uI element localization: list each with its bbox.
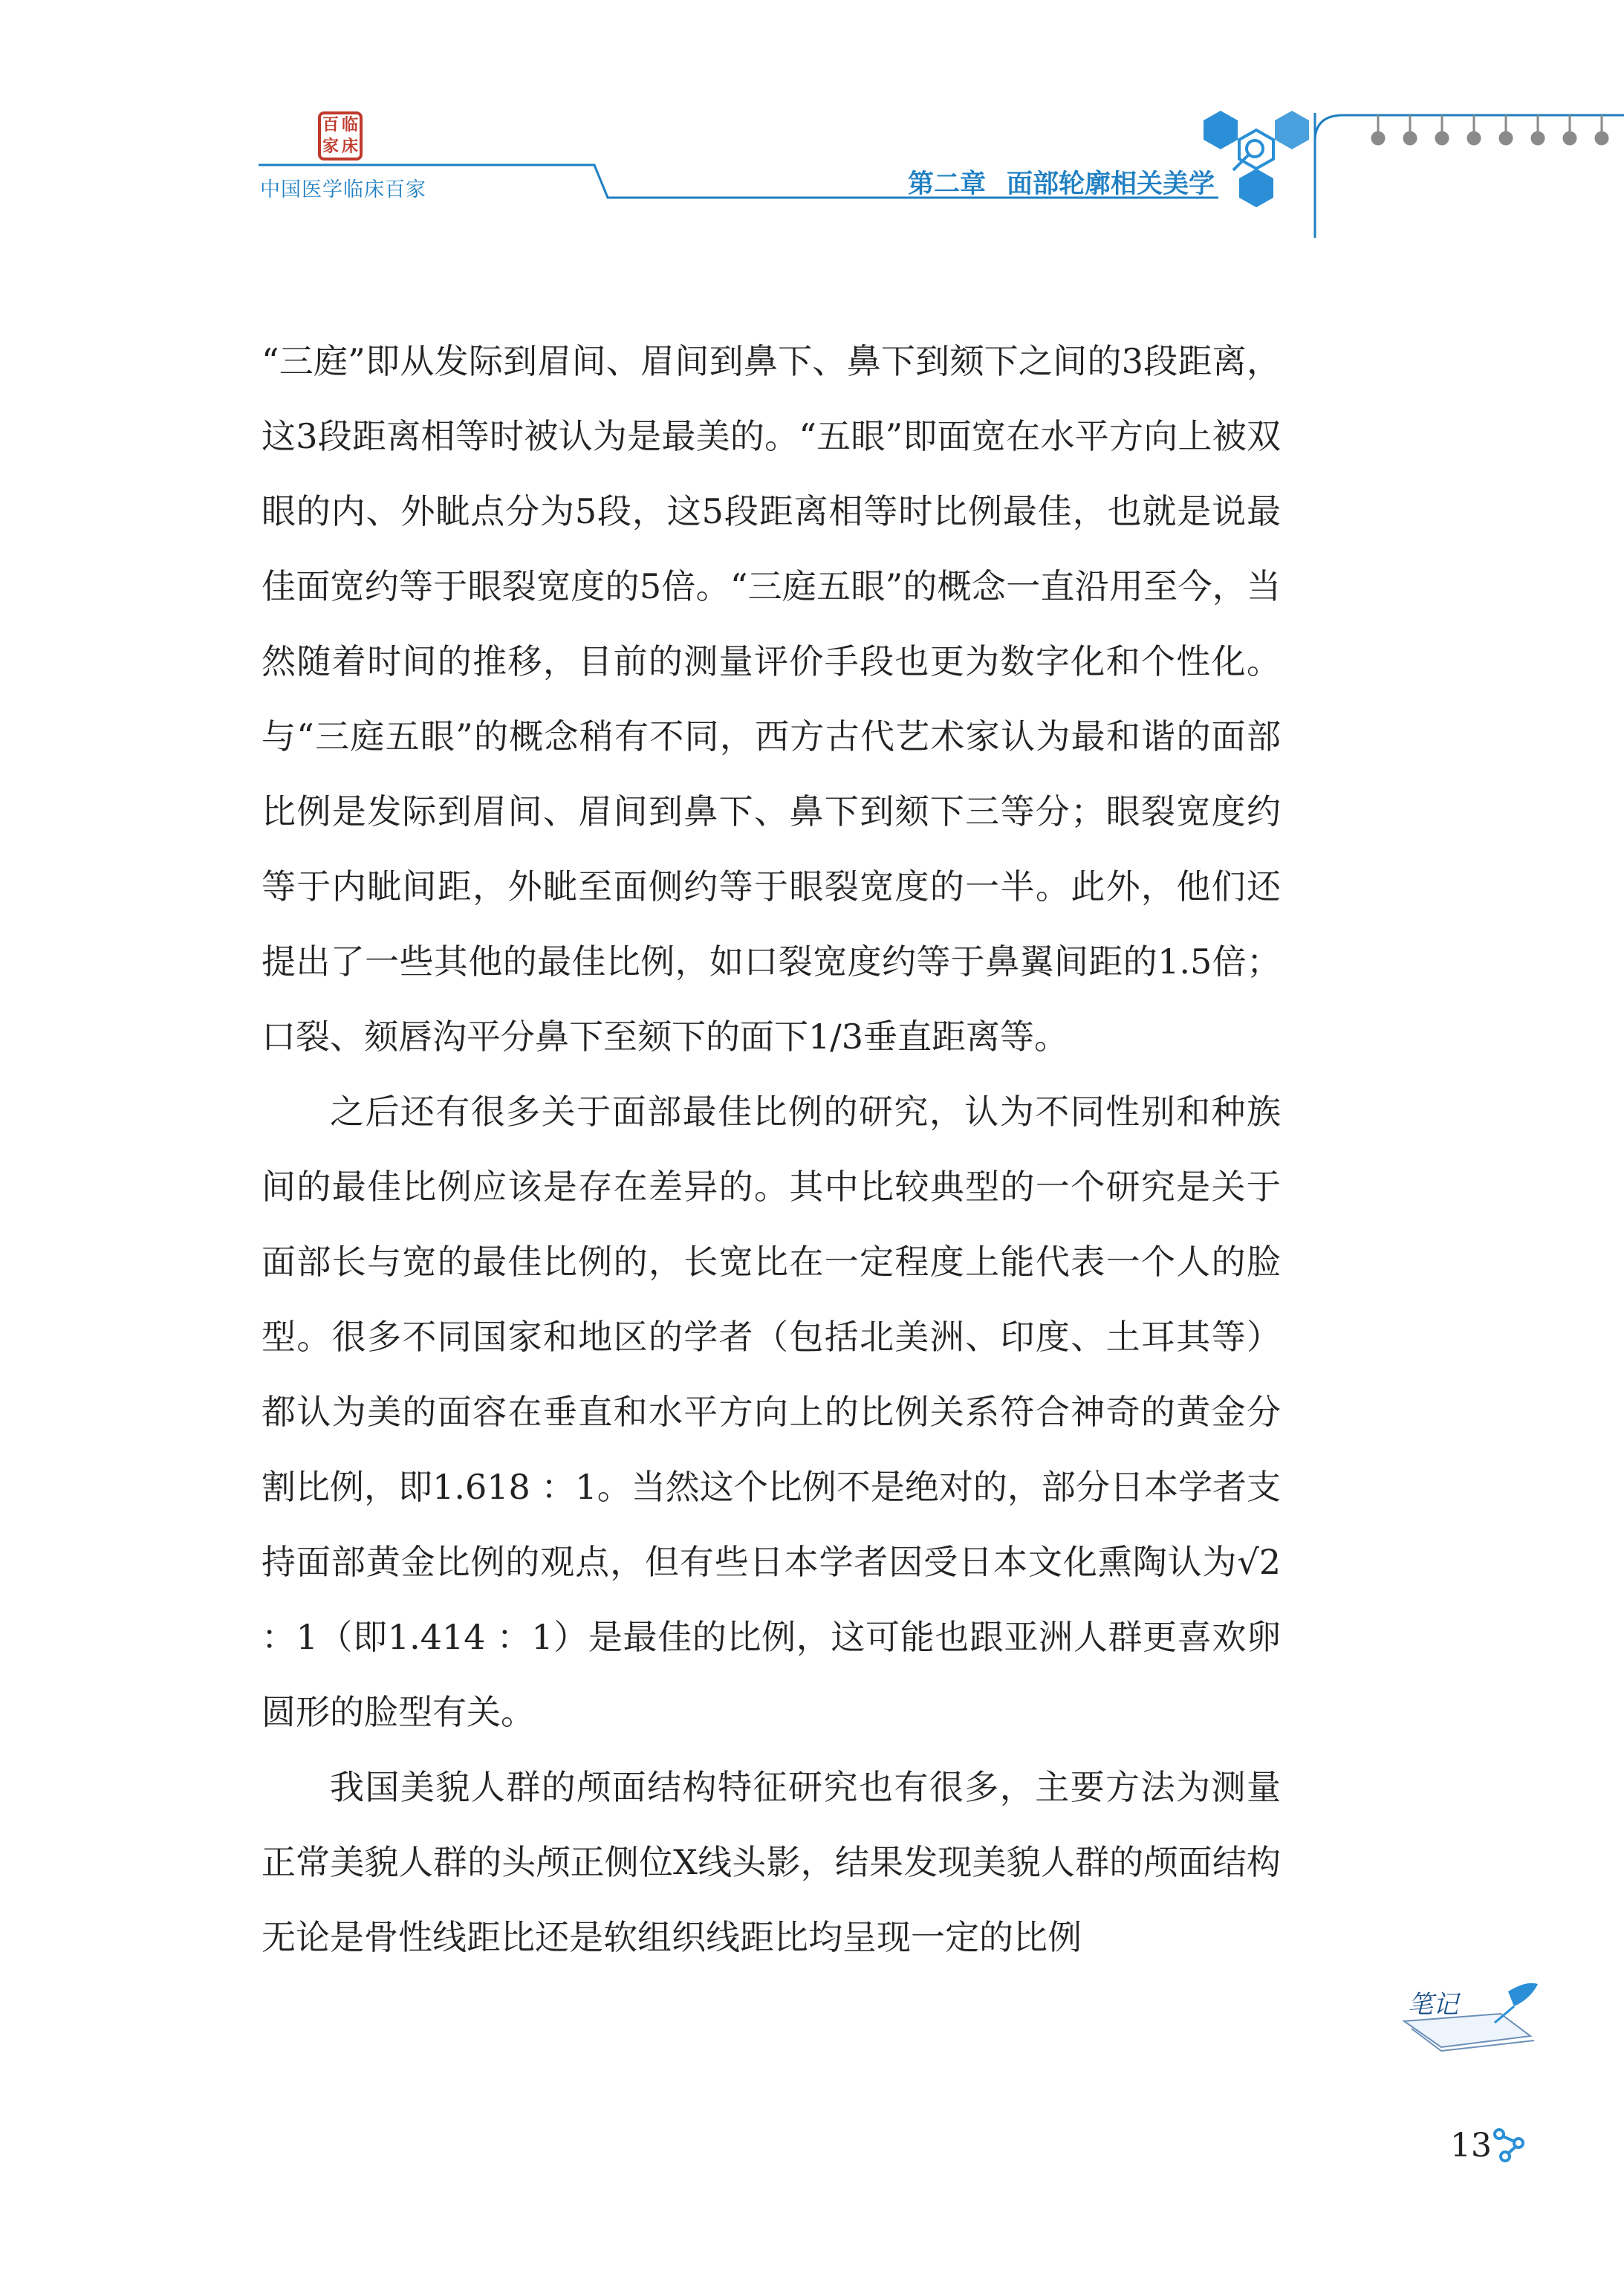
molecule-icon <box>1492 2127 1529 2164</box>
header-decoration <box>0 0 1624 238</box>
brand-name: 中国医学临床百家 <box>260 178 426 201</box>
quill-icon <box>1508 1983 1538 2006</box>
hexagon-icon <box>1204 111 1309 207</box>
page-header <box>0 0 1624 238</box>
notes-label: 笔记 <box>1408 1990 1458 2020</box>
page-number: 13 <box>1450 2127 1492 2165</box>
paragraph: “三庭”即从发际到眉间、眉间到鼻下、鼻下到颏下之间的3段距离，这3段距离相等时被认为是最美的。“五眼”即面宽在水平方向上被双眼的内、外眦点分为5段，这5段距离相等时比例最佳，也就是说最佳面宽约等于眼裂宽度的5倍。“三庭五眼”的概念一直沿用至今，当然随着时间的推移，目前的测量评价手段也更为数字化和个性化。与“三庭五眼”的概念稍有不同，西方古代艺术家认为最和谐的面部比例是发际到眉间、眉间到鼻下、鼻下到颏下三等分；眼裂宽度约等于内眦间距，外眦至面侧约等于眼裂宽度的一半。此外，他们还提出了一些其他的最佳比例，如口裂宽度约等于鼻翼间距的1.5倍；口裂、颏唇沟平分鼻下至颏下的面下1/3垂直距离等。 <box>262 341 1281 1057</box>
body-text <box>262 324 1281 1975</box>
chapter-title: 面部轮廓相关美学 <box>1007 169 1215 199</box>
seal-logo: 百 临 家 床 <box>318 111 363 161</box>
chapter-heading <box>908 163 1215 201</box>
chapter-number: 第二章 <box>908 169 987 199</box>
paragraph: 我国美貌人群的颅面结构特征研究也有很多，主要方法为测量正常美貌人群的头颅正侧位X线头影，结果发现美貌人群的颅面结构无论是骨性线距比还是软组织线距比均呈现一定的比例 <box>262 1767 1281 1957</box>
paragraph: 之后还有很多关于面部最佳比例的研究，认为不同性别和种族间的最佳比例应该是存在差异的。其中比较典型的一个研究是关于面部长与宽的最佳比例的，长宽比在一定程度上能代表一个人的脸型。很多不同国家和地区的学者（包括北美洲、印度、土耳其等）都认为美的面容在垂直和水平方向上的比例关系符合神奇的黄金分割比例，即1.618 ：1。当然这个比例不是绝对的，部分日本学者支持面部黄金比例的观点，但有些日本学者因受日本文化熏陶认为√2 ：1（即1.414 ：1）是最佳的比例，这可能也跟亚洲人群更喜欢卵圆形的脸型有关。 <box>262 1092 1281 1732</box>
binder-rings-icon <box>1372 115 1608 144</box>
